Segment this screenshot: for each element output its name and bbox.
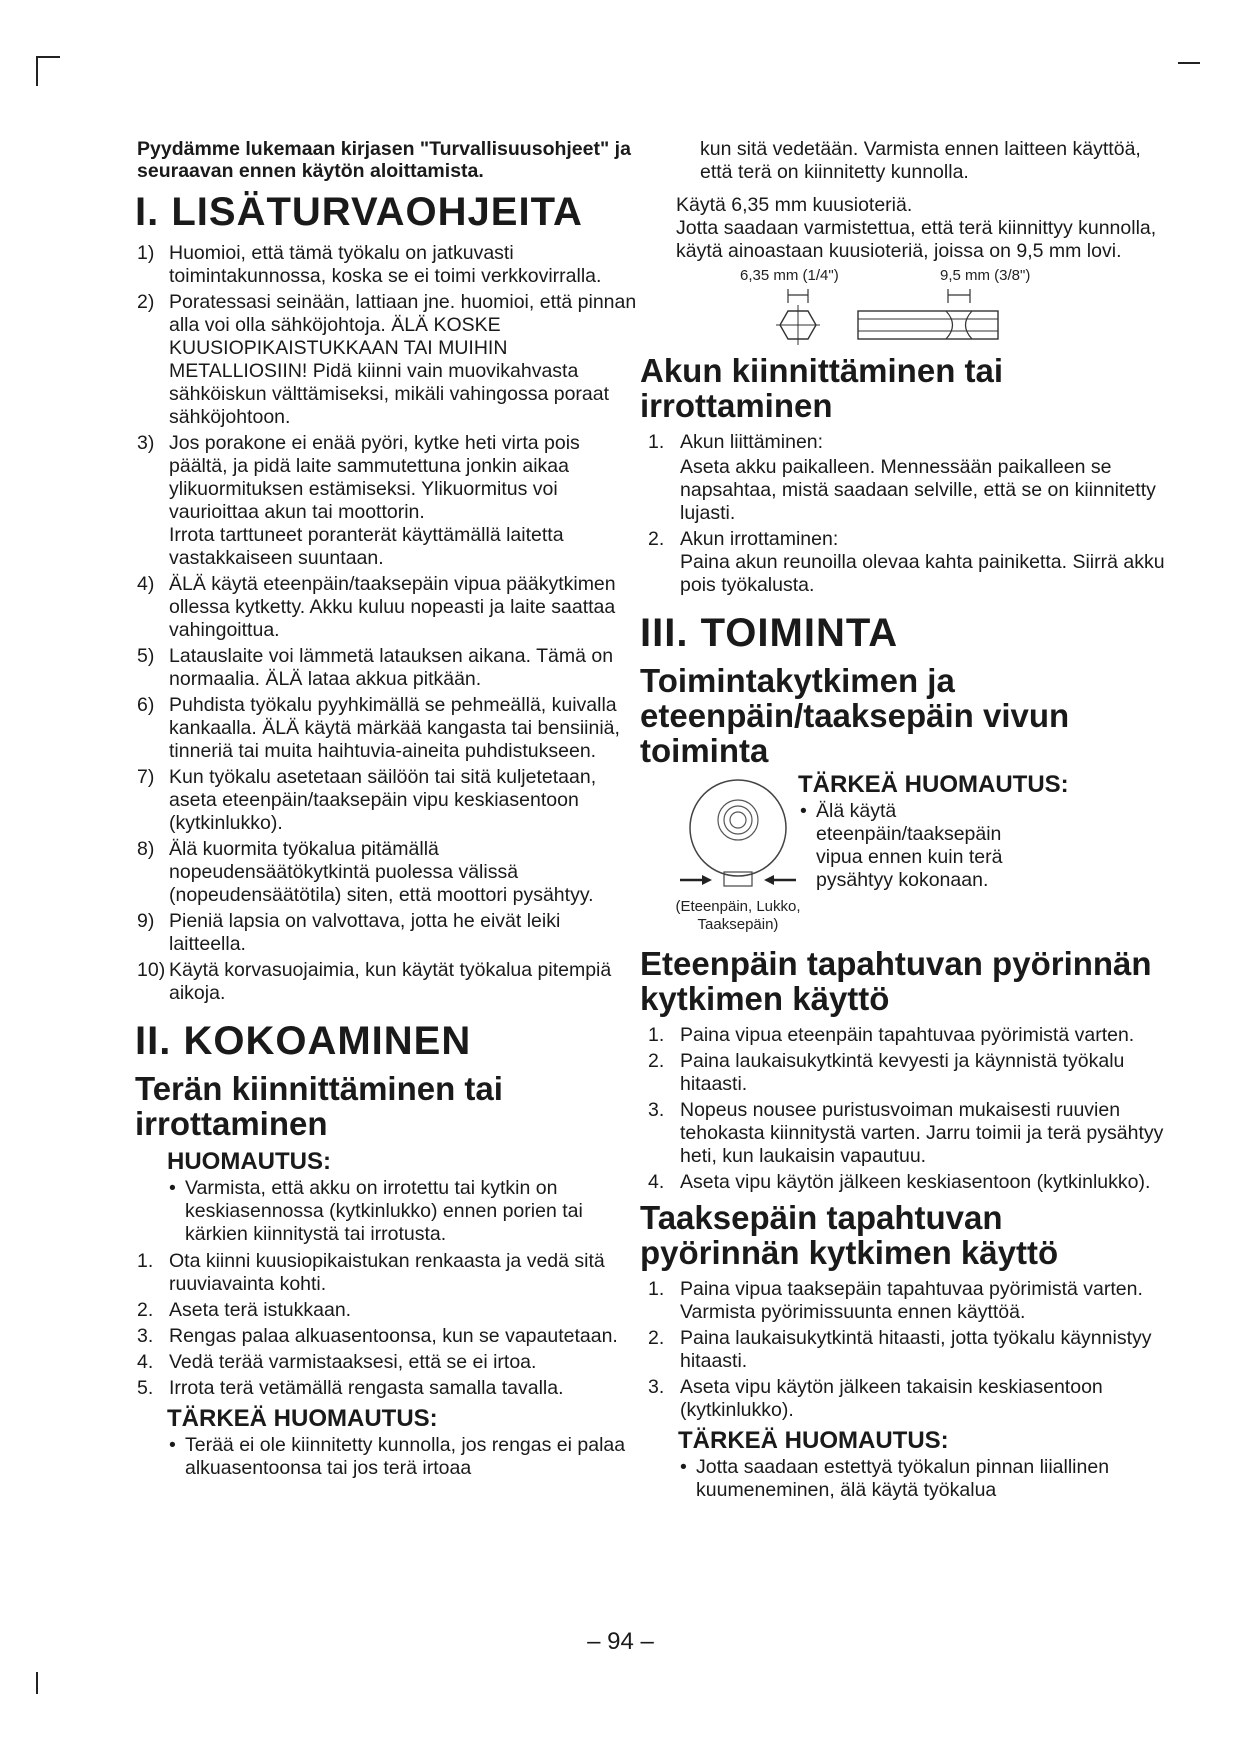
step-label: Akun irrottaminen: [680, 528, 839, 550]
hex-line-2: Jotta saadaan varmistettua, että terä kiinnittyy kunnolla, käytä ainoastaan kuusioteriä, joissa on 9,5 mm lovi. [676, 217, 1157, 262]
step-text: Vedä terää varmistaaksesi, että se ei irtoa. [169, 1351, 537, 1373]
step-text: Aseta terä istukkaan. [169, 1299, 352, 1321]
step-text: Paina laukaisukytkintä kevyesti ja käynnistä työkalu hitaasti. [680, 1050, 1125, 1095]
item-text: ÄLÄ käytä eteenpäin/taaksepäin vipua pääkytkimen ollessa kytketty. Akku kuluu nopeasti ja laite saattaa vahingoittua. [169, 573, 616, 641]
bullet-icon: • [169, 1434, 176, 1456]
step-text: Paina vipua eteenpäin tapahtuvaa pyörimistä varten. [680, 1024, 1135, 1046]
crop-mark-top-right-h [1178, 62, 1200, 64]
item-number: 8) [137, 838, 155, 860]
list-item [648, 431, 1168, 525]
step-text: Aseta akku paikalleen. Mennessään paikalleen se napsahtaa, mistä saadaan selville, että se on kiinnitetty lujasti. [680, 456, 1156, 524]
item-text: Puhdista työkalu pyyhkimällä se pehmeällä, kuivalla kankaalla. ÄLÄ käytä märkää kangasta tai bensiiniä, tinneriä tai muita haihtuvia-aineita puhdistukseen. [169, 694, 620, 762]
list-item [648, 1050, 1168, 1096]
important-text: Terää ei ole kiinnitetty kunnolla, jos rengas ei palaa alkuasentoonsa tai jos terä irtoaa [185, 1434, 626, 1479]
item-number: 2) [137, 291, 155, 313]
item-number: 6) [137, 694, 155, 716]
item-text: Huomioi, että tämä työkalu on jatkuvasti toimintakunnossa, koska se ei toimi verkkovirralla. [169, 242, 602, 287]
step-text: Rengas palaa alkuasentoonsa, kun se vapautetaan. [169, 1325, 618, 1347]
important-bullet [798, 800, 1046, 892]
step-number: 1. [648, 1278, 665, 1300]
list-item [137, 1351, 637, 1374]
step-number: 3. [137, 1325, 154, 1347]
dim-label-hex: 6,35 mm (1/4") [740, 267, 839, 284]
step-number: 2. [648, 528, 665, 550]
switch-caption: (Eteenpäin, Lukko, Taaksepäin) [675, 898, 801, 933]
item-text: Jos porakone ei enää pyöri, kytke heti virta pois päältä, ja pidä laite sammutettuna jonkin aikaa ylikuormituksen estämiseksi. Ylikuormitus voi vaurioittaa akun tai moottorin. [169, 432, 580, 523]
list-item [648, 1278, 1168, 1324]
step-number: 5. [137, 1377, 154, 1399]
intro-text: Pyydämme lukemaan kirjasen "Turvallisuusohjeet" ja seuraavan ennen käytön aloittamista. [137, 138, 631, 182]
list-item [137, 291, 637, 429]
item-number: 1) [137, 242, 155, 264]
step-number: 3. [648, 1376, 665, 1398]
bit-diagram [648, 267, 1168, 347]
section-title-assembly: II. KOKOAMINEN [135, 1019, 472, 1063]
crop-mark-bottom-left-v [36, 1672, 38, 1694]
continued-text: kun sitä vedetään. Varmista ennen laitteen käyttöä, että terä on kiinnitetty kunnolla. [700, 138, 1141, 183]
list-item [648, 1171, 1168, 1194]
subsection-title-reverse: Taaksepäin tapahtuvan pyörinnän kytkimen käyttö [640, 1199, 1059, 1271]
crop-mark-top-left-h [36, 56, 60, 58]
important-text: Älä käytä eteenpäin/taaksepäin vipua ennen kuin terä pysähtyy kokonaan. [816, 800, 1003, 891]
item-number: 5) [137, 645, 155, 667]
list-item [648, 1376, 1168, 1422]
right-column [640, 138, 1168, 1506]
important-heading: TÄRKEÄ HUOMAUTUS: [678, 1427, 949, 1454]
item-number: 3) [137, 432, 155, 454]
step-text: Paina laukaisukytkintä hitaasti, jotta työkalu käynnistyy hitaasti. [680, 1327, 1152, 1372]
important-bullet [678, 1456, 1168, 1502]
battery-steps [648, 431, 1168, 597]
item-text: Älä kuormita työkalua pitämällä nopeudensäätökytkintä puolessa välissä (nopeudensäätötila) siten, että moottori pysähtyy. [169, 838, 594, 906]
item-text: Latauslaite voi lämmetä latauksen aikana. Tämä on normaalia. ÄLÄ lataa akkua pitkään. [169, 645, 614, 690]
section-title-operation: III. TOIMINTA [640, 611, 899, 655]
list-item [648, 528, 1168, 597]
item-text: Käytä korvasuojaimia, kun käytät työkalua pitempiä aikoja. [169, 959, 612, 1004]
switch-figure-block [648, 771, 1168, 936]
important-heading: TÄRKEÄ HUOMAUTUS: [798, 771, 1069, 798]
list-item [137, 573, 637, 642]
list-item [137, 1325, 637, 1348]
bullet-icon: • [800, 800, 807, 822]
step-number: 4. [137, 1351, 154, 1373]
item-text: Irrota tarttuneet poranterät käyttämällä laitetta vastakkaiseen suuntaan. [169, 524, 564, 569]
dim-label-groove: 9,5 mm (3/8") [940, 267, 1031, 284]
switch-dial-drawing [658, 776, 818, 896]
step-text: Nopeus nousee puristusvoiman mukaisesti ruuvien tehokasta kiinnitystä varten. Jarru toimii ja terä pysähtyy heti, kun laukaisin vapautuu. [680, 1099, 1164, 1167]
list-item [137, 242, 637, 288]
forward-steps [648, 1024, 1168, 1194]
list-item [137, 766, 637, 835]
left-column [137, 138, 637, 1484]
step-number: 4. [648, 1171, 665, 1193]
list-item [648, 1024, 1168, 1047]
page-number: – 94 – [587, 1628, 654, 1655]
bullet-icon: • [169, 1177, 176, 1199]
step-text: Paina vipua taaksepäin tapahtuvaa pyörimistä varten. Varmista pyörimissuunta ennen käyttöä. [680, 1278, 1143, 1323]
reverse-steps [648, 1278, 1168, 1422]
step-number: 1. [137, 1250, 154, 1272]
step-number: 2. [137, 1299, 154, 1321]
item-number: 7) [137, 766, 155, 788]
list-item [137, 1377, 637, 1400]
important-heading: TÄRKEÄ HUOMAUTUS: [167, 1405, 438, 1432]
subsection-title-bit: Terän kiinnittäminen tai irrottaminen [135, 1070, 503, 1142]
list-item [648, 1099, 1168, 1168]
crop-mark-top-left-v [36, 56, 38, 86]
item-number: 4) [137, 573, 155, 595]
list-item [137, 645, 637, 691]
list-item [137, 1299, 637, 1322]
important-bullet [167, 1434, 637, 1480]
step-number: 2. [648, 1050, 665, 1072]
section-title-safety: I. LISÄTURVAOHJEITA [135, 190, 583, 234]
item-number: 9) [137, 910, 155, 932]
hex-line-1: Käytä 6,35 mm kuusioteriä. [676, 194, 913, 216]
note-heading: HUOMAUTUS: [167, 1148, 331, 1175]
list-item [137, 1250, 637, 1296]
list-item [137, 432, 637, 570]
step-text: Aseta vipu käytön jälkeen takaisin keskiasentoon (kytkinlukko). [680, 1376, 1103, 1421]
item-text: Pieniä lapsia on valvottava, jotta he eivät leiki laitteella. [169, 910, 561, 955]
bit-steps [137, 1250, 637, 1400]
list-item [137, 694, 637, 763]
step-text: Paina akun reunoilla olevaa kahta painiketta. Siirrä akku pois työkalusta. [680, 551, 1165, 596]
note-text: Varmista, että akku on irrotettu tai kytkin on keskiasennossa (kytkinlukko) ennen porien tai kärkien kiinnitystä tai irrotusta. [185, 1177, 583, 1245]
step-label: Akun liittäminen: [680, 431, 824, 453]
list-item [648, 1327, 1168, 1373]
hex-bit-drawing [708, 285, 1128, 347]
step-text: Irrota terä vetämällä rengasta samalla tavalla. [169, 1377, 564, 1399]
important-text: Jotta saadaan estettyä työkalun pinnan liiallinen kuumeneminen, älä käytä työkalua [696, 1456, 1110, 1501]
list-item [137, 910, 637, 956]
step-number: 1. [648, 431, 665, 453]
subsection-title-switch: Toimintakytkimen ja eteenpäin/taaksepäin vivun toiminta [640, 662, 1070, 769]
step-text: Ota kiinni kuusiopikaistukan renkaasta ja vedä sitä ruuviavainta kohti. [169, 1250, 605, 1295]
list-item [137, 838, 637, 907]
list-item [137, 959, 637, 1005]
item-text: Poratessasi seinään, lattiaan jne. huomioi, että pinnan alla voi olla sähköjohtoja. ÄLÄ KOSKE KUUSIOPIKAISTUKKAAN TAI MUIHIN METALLIOSIIN! Pidä kiinni vain muovikahvasta sähköiskun välttämiseksi, mikäli vahingossa poraat sähköjohtoon. [169, 291, 637, 428]
step-text: Aseta vipu käytön jälkeen keskiasentoon (kytkinlukko). [680, 1171, 1151, 1193]
note-bullet [167, 1177, 637, 1246]
item-text: Kun työkalu asetetaan säilöön tai sitä kuljetetaan, aseta eteenpäin/taaksepäin vipu keskiasentoon (kytkinlukko). [169, 766, 597, 834]
subsection-title-battery: Akun kiinnittäminen tai irrottaminen [640, 352, 1004, 424]
step-number: 1. [648, 1024, 665, 1046]
safety-list [137, 242, 637, 1005]
item-number: 10) [137, 959, 166, 981]
subsection-title-forward: Eteenpäin tapahtuvan pyörinnän kytkimen käyttö [640, 945, 1152, 1017]
bullet-icon: • [680, 1456, 687, 1478]
step-number: 2. [648, 1327, 665, 1349]
step-number: 3. [648, 1099, 665, 1121]
